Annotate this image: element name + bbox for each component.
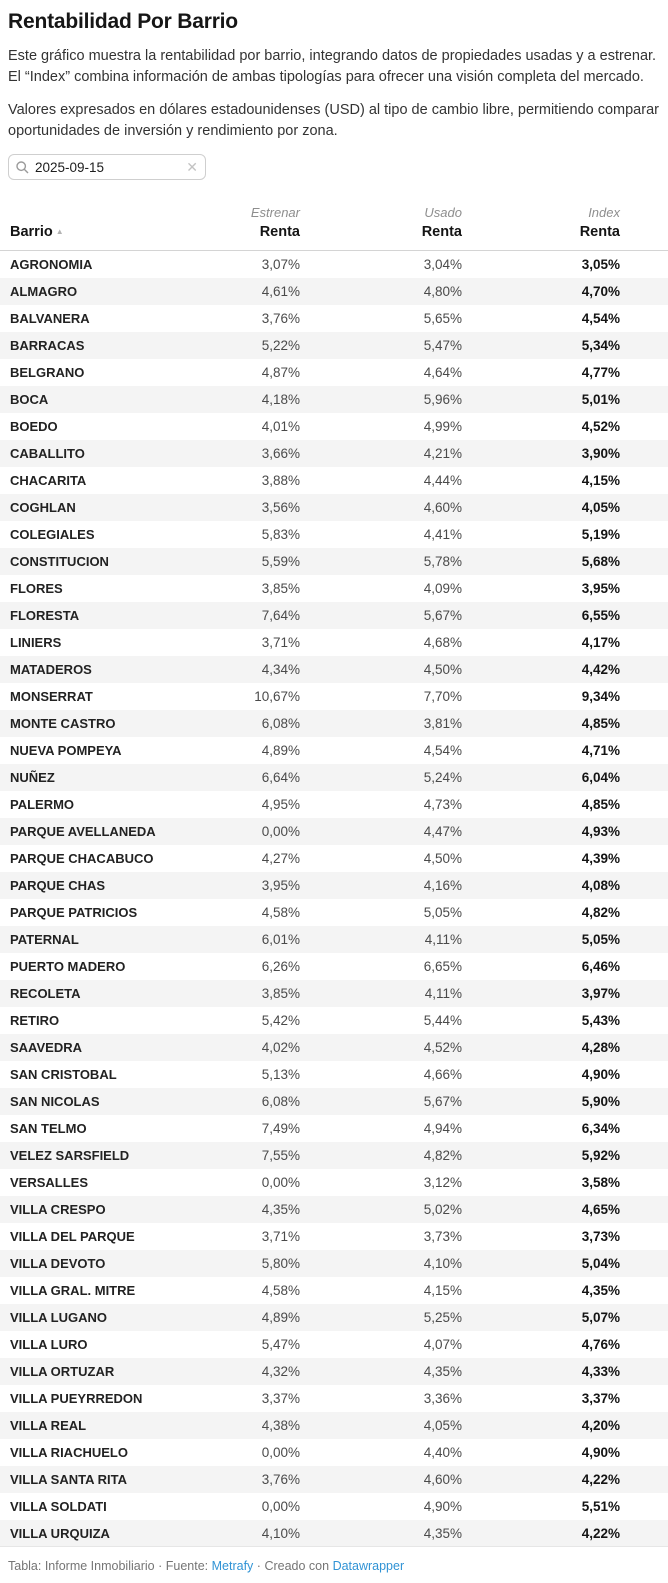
usado-renta-cell: 3,04% (423, 257, 462, 273)
barrio-cell: NUEVA POMPEYA (10, 742, 122, 758)
table-row (0, 1331, 668, 1358)
index-renta-cell: 6,55% (581, 607, 620, 623)
usado-renta-cell: 4,66% (423, 1066, 462, 1082)
table-header-row (0, 205, 668, 251)
index-renta-cell: 4,85% (581, 796, 620, 812)
search-box (8, 154, 206, 180)
index-renta-cell: 4,17% (581, 634, 620, 650)
barrio-cell: PALERMO (10, 796, 75, 812)
barrio-cell: RETIRO (10, 1012, 60, 1028)
column-header-barrio[interactable]: Barrio ▲ (0, 205, 190, 251)
index-renta-cell: 4,70% (581, 283, 620, 299)
index-renta-cell: 5,43% (581, 1012, 620, 1028)
estrenar-renta-cell: 3,56% (261, 499, 300, 515)
table-row (0, 1439, 668, 1466)
estrenar-renta-cell: 5,22% (261, 337, 300, 353)
usado-renta-cell: 4,09% (423, 580, 462, 596)
table-row (0, 575, 668, 602)
barrio-cell: VILLA GRAL. MITRE (10, 1282, 136, 1298)
table-row (0, 440, 668, 467)
usado-renta-cell: 4,90% (423, 1498, 462, 1514)
table-row (0, 494, 668, 521)
index-renta-cell: 4,39% (581, 850, 620, 866)
index-renta-cell: 3,05% (581, 257, 620, 273)
barrio-cell: VELEZ SARSFIELD (10, 1147, 130, 1163)
usado-renta-cell: 5,67% (423, 1093, 462, 1109)
usado-renta-cell: 4,60% (423, 499, 462, 515)
estrenar-renta-cell: 6,26% (261, 958, 300, 974)
estrenar-renta-cell: 6,01% (261, 931, 300, 947)
description (8, 46, 660, 141)
barrio-cell: VILLA REAL (10, 1417, 87, 1433)
table-row (0, 359, 668, 386)
table-row (0, 980, 668, 1007)
description-paragraph-1: Este gráfico muestra la rentabilidad por barrio, integrando datos de propiedades usadas y a estrenar. El “Index” combina información de ambas tipologías para ofrecer una visión completa del mercado. (8, 48, 657, 85)
table-row (0, 332, 668, 359)
index-renta-cell: 5,01% (581, 391, 620, 407)
usado-renta-cell: 5,65% (423, 310, 462, 326)
barrio-cell: VILLA CRESPO (10, 1201, 106, 1217)
estrenar-renta-cell: 0,00% (261, 823, 300, 839)
table-row (0, 251, 668, 278)
estrenar-renta-cell: 3,07% (261, 257, 300, 273)
estrenar-renta-cell: 6,08% (261, 1093, 300, 1109)
table-row (0, 386, 668, 413)
usado-renta-cell: 4,73% (423, 796, 462, 812)
usado-renta-cell: 3,12% (423, 1174, 462, 1190)
table-row (0, 1007, 668, 1034)
estrenar-renta-cell: 4,95% (261, 796, 300, 812)
usado-renta-cell: 4,16% (423, 877, 462, 893)
index-renta-cell: 4,65% (581, 1201, 620, 1217)
table-row (0, 953, 668, 980)
index-renta-cell: 9,34% (581, 688, 620, 704)
estrenar-renta-cell: 4,89% (261, 1309, 300, 1325)
usado-renta-cell: 4,64% (423, 364, 462, 380)
estrenar-renta-cell: 4,61% (261, 283, 300, 299)
table-row (0, 791, 668, 818)
estrenar-renta-cell: 4,32% (261, 1363, 300, 1379)
index-renta-cell: 4,42% (581, 661, 620, 677)
estrenar-renta-cell: 5,80% (261, 1255, 300, 1271)
usado-renta-cell: 4,11% (424, 985, 462, 1001)
index-renta-cell: 3,37% (581, 1390, 620, 1406)
usado-renta-cell: 4,68% (423, 634, 462, 650)
estrenar-renta-cell: 3,88% (261, 472, 300, 488)
barrio-cell: VILLA SOLDATI (10, 1498, 107, 1514)
index-renta-cell: 5,19% (581, 526, 620, 542)
barrio-cell: MONSERRAT (10, 688, 93, 704)
table-row (0, 737, 668, 764)
usado-renta-cell: 4,50% (423, 661, 462, 677)
clear-search-icon[interactable]: ✕ (186, 159, 198, 176)
estrenar-renta-cell: 4,18% (261, 391, 300, 407)
usado-renta-cell: 5,67% (423, 607, 462, 623)
barrio-cell: VILLA DEL PARQUE (10, 1228, 135, 1244)
usado-renta-cell: 4,41% (423, 526, 462, 542)
usado-renta-cell: 5,78% (423, 553, 462, 569)
estrenar-renta-cell: 4,01% (261, 418, 300, 434)
index-renta-cell: 5,90% (581, 1093, 620, 1109)
index-renta-cell: 4,22% (581, 1525, 620, 1541)
estrenar-renta-cell: 3,71% (261, 1228, 300, 1244)
table-row (0, 710, 668, 737)
barrio-cell: CONSTITUCION (10, 553, 109, 569)
barrio-cell: VILLA ORTUZAR (10, 1363, 115, 1379)
index-renta-cell: 5,05% (581, 931, 620, 947)
index-renta-cell: 3,90% (581, 445, 620, 461)
usado-renta-cell: 5,96% (423, 391, 462, 407)
index-renta-cell: 6,34% (581, 1120, 620, 1136)
table-row (0, 926, 668, 953)
barrio-cell: VILLA DEVOTO (10, 1255, 106, 1271)
usado-renta-cell: 4,21% (423, 445, 462, 461)
usado-renta-cell: 3,73% (423, 1228, 462, 1244)
barrio-cell: SAAVEDRA (10, 1039, 82, 1055)
barrio-cell: MATADEROS (10, 661, 92, 677)
estrenar-renta-cell: 4,89% (261, 742, 300, 758)
barrio-cell: ALMAGRO (10, 283, 78, 299)
usado-renta-cell: 4,52% (423, 1039, 462, 1055)
barrio-cell: NUÑEZ (10, 769, 55, 785)
table-row (0, 1250, 668, 1277)
estrenar-renta-cell: 5,13% (261, 1066, 300, 1082)
barrio-cell: CHACARITA (10, 472, 87, 488)
table-row (0, 845, 668, 872)
barrio-cell: BELGRANO (10, 364, 85, 380)
index-renta-cell: 6,04% (581, 769, 620, 785)
usado-renta-cell: 4,44% (423, 472, 462, 488)
index-renta-cell: 4,28% (581, 1039, 620, 1055)
index-renta-cell: 4,22% (581, 1471, 620, 1487)
usado-renta-cell: 4,99% (423, 418, 462, 434)
index-renta-cell: 5,68% (581, 553, 620, 569)
table-row (0, 1223, 668, 1250)
estrenar-renta-cell: 3,66% (261, 445, 300, 461)
footer-separator: · (158, 1559, 163, 1574)
table-row (0, 278, 668, 305)
index-renta-cell: 4,93% (581, 823, 620, 839)
table-row (0, 602, 668, 629)
column-header-estrenar-renta[interactable]: Estrenar Renta (190, 205, 300, 251)
table-row (0, 305, 668, 332)
barrio-cell: VILLA SANTA RITA (10, 1471, 127, 1487)
estrenar-renta-cell: 5,47% (261, 1336, 300, 1352)
usado-renta-cell: 4,54% (423, 742, 462, 758)
barrio-cell: SAN NICOLAS (10, 1093, 100, 1109)
index-renta-cell: 4,85% (581, 715, 620, 731)
index-renta-cell: 5,04% (581, 1255, 620, 1271)
index-renta-cell: 3,58% (581, 1174, 620, 1190)
usado-renta-cell: 4,47% (423, 823, 462, 839)
barrio-cell: PARQUE AVELLANEDA (10, 823, 156, 839)
table-row (0, 899, 668, 926)
index-renta-cell: 4,52% (581, 418, 620, 434)
table-row (0, 1115, 668, 1142)
index-renta-cell: 3,97% (581, 985, 620, 1001)
estrenar-renta-cell: 5,59% (261, 553, 300, 569)
usado-renta-cell: 3,36% (423, 1390, 462, 1406)
usado-renta-cell: 5,44% (423, 1012, 462, 1028)
estrenar-renta-cell: 7,64% (261, 607, 300, 623)
usado-renta-cell: 4,10% (423, 1255, 462, 1271)
barrio-cell: VILLA LURO (10, 1336, 88, 1352)
estrenar-renta-cell: 4,38% (261, 1417, 300, 1433)
table-row (0, 764, 668, 791)
estrenar-renta-cell: 4,58% (261, 904, 300, 920)
usado-renta-cell: 4,35% (423, 1363, 462, 1379)
usado-renta-cell: 4,11% (424, 931, 462, 947)
estrenar-renta-cell: 4,35% (261, 1201, 300, 1217)
estrenar-renta-cell: 4,34% (261, 661, 300, 677)
footer-table-label: Tabla: Informe Inmobiliario (8, 1559, 155, 1574)
barrio-cell: LINIERS (10, 634, 62, 650)
usado-renta-cell: 7,70% (423, 688, 462, 704)
index-renta-cell: 5,07% (581, 1309, 620, 1325)
usado-renta-cell: 4,35% (423, 1525, 462, 1541)
footer-separator: · (256, 1559, 261, 1574)
barrio-cell: COLEGIALES (10, 526, 95, 542)
table-row (0, 1493, 668, 1520)
barrio-cell: SAN TELMO (10, 1120, 87, 1136)
barrio-cell: RECOLETA (10, 985, 81, 1001)
page-title: Rentabilidad Por Barrio (8, 10, 238, 33)
index-renta-cell: 4,05% (581, 499, 620, 515)
table-body (0, 251, 668, 1547)
barrio-cell: VILLA PUEYRREDON (10, 1390, 143, 1406)
index-renta-cell: 6,46% (581, 958, 620, 974)
table-row (0, 413, 668, 440)
barrio-cell: COGHLAN (10, 499, 76, 515)
estrenar-renta-cell: 5,83% (261, 526, 300, 542)
estrenar-renta-cell: 0,00% (261, 1444, 300, 1460)
usado-renta-cell: 4,60% (423, 1471, 462, 1487)
footer-datawrapper-link[interactable]: Datawrapper (332, 1559, 405, 1574)
usado-renta-cell: 5,05% (423, 904, 462, 920)
usado-renta-cell: 4,40% (423, 1444, 462, 1460)
estrenar-renta-cell: 4,27% (261, 850, 300, 866)
table-row (0, 1304, 668, 1331)
table-row (0, 1061, 668, 1088)
column-header-index-renta[interactable]: Index Renta (462, 205, 668, 251)
table-row (0, 1277, 668, 1304)
barrio-cell: VILLA URQUIZA (10, 1525, 110, 1541)
index-renta-cell: 4,35% (581, 1282, 620, 1298)
footer-source-link[interactable]: Metrafy (211, 1559, 254, 1574)
table-row (0, 1412, 668, 1439)
index-renta-cell: 4,33% (581, 1363, 620, 1379)
index-renta-cell: 4,20% (581, 1417, 620, 1433)
search-icon (16, 161, 29, 174)
index-renta-cell: 4,76% (581, 1336, 620, 1352)
estrenar-renta-cell: 3,37% (261, 1390, 300, 1406)
estrenar-renta-cell: 7,49% (261, 1120, 300, 1136)
barrio-cell: FLORES (10, 580, 63, 596)
barrio-cell: MONTE CASTRO (10, 715, 116, 731)
index-renta-cell: 3,95% (581, 580, 620, 596)
estrenar-renta-cell: 3,76% (261, 310, 300, 326)
usado-renta-cell: 4,15% (423, 1282, 462, 1298)
barrio-cell: PATERNAL (10, 931, 79, 947)
barrio-cell: VERSALLES (10, 1174, 89, 1190)
table-row (0, 872, 668, 899)
description-paragraph-2: Valores expresados en dólares estadounidenses (USD) al tipo de cambio libre, permitiendo comparar oportunidades de inversión y rendimiento por zona. (8, 102, 659, 139)
table-row (0, 1034, 668, 1061)
estrenar-renta-cell: 6,64% (261, 769, 300, 785)
barrio-cell: BALVANERA (10, 310, 90, 326)
barrio-cell: SAN CRISTOBAL (10, 1066, 117, 1082)
estrenar-renta-cell: 3,85% (261, 985, 300, 1001)
estrenar-renta-cell: 6,08% (261, 715, 300, 731)
table-row (0, 629, 668, 656)
sort-ascending-icon: ▲ (55, 227, 64, 237)
estrenar-renta-cell: 3,85% (261, 580, 300, 596)
usado-renta-cell: 4,07% (423, 1336, 462, 1352)
usado-renta-cell: 5,02% (423, 1201, 462, 1217)
index-renta-cell: 3,73% (581, 1228, 620, 1244)
barrio-cell: VILLA RIACHUELO (10, 1444, 128, 1460)
usado-renta-cell: 4,50% (423, 850, 462, 866)
estrenar-renta-cell: 0,00% (261, 1174, 300, 1190)
table-row (0, 548, 668, 575)
usado-renta-cell: 5,47% (423, 337, 462, 353)
index-renta-cell: 4,90% (581, 1444, 620, 1460)
estrenar-renta-cell: 3,76% (261, 1471, 300, 1487)
index-renta-cell: 4,08% (581, 877, 620, 893)
barrio-cell: PUERTO MADERO (10, 958, 126, 974)
usado-renta-cell: 4,80% (423, 283, 462, 299)
table-row (0, 1385, 668, 1412)
footer (0, 1547, 668, 1583)
index-renta-cell: 5,34% (581, 337, 620, 353)
barrio-cell: BOCA (10, 391, 49, 407)
table-row (0, 1358, 668, 1385)
barrio-cell: BOEDO (10, 418, 58, 434)
column-header-usado-renta[interactable]: Usado Renta (300, 205, 462, 251)
usado-renta-cell: 6,65% (423, 958, 462, 974)
table-row (0, 1142, 668, 1169)
table-row (0, 656, 668, 683)
footer-created-label: Creado con (264, 1559, 330, 1574)
usado-renta-cell: 4,82% (423, 1147, 462, 1163)
barrio-cell: PARQUE CHAS (10, 877, 106, 893)
estrenar-renta-cell: 0,00% (261, 1498, 300, 1514)
index-renta-cell: 4,54% (581, 310, 620, 326)
index-renta-cell: 4,15% (581, 472, 620, 488)
estrenar-renta-cell: 5,42% (261, 1012, 300, 1028)
estrenar-renta-cell: 4,10% (261, 1525, 300, 1541)
barrio-cell: PARQUE PATRICIOS (10, 904, 138, 920)
table-row (0, 1088, 668, 1115)
table-row (0, 818, 668, 845)
index-renta-cell: 4,77% (581, 364, 620, 380)
barrio-cell: PARQUE CHACABUCO (10, 850, 154, 866)
barrio-cell: CABALLITO (10, 445, 85, 461)
usado-renta-cell: 5,25% (423, 1309, 462, 1325)
barrio-cell: FLORESTA (10, 607, 80, 623)
footer-source-label: Fuente: (165, 1559, 209, 1574)
estrenar-renta-cell: 4,02% (261, 1039, 300, 1055)
usado-renta-cell: 4,05% (423, 1417, 462, 1433)
estrenar-renta-cell: 3,71% (261, 634, 300, 650)
estrenar-renta-cell: 4,87% (261, 364, 300, 380)
barrio-cell: VILLA LUGANO (10, 1309, 108, 1325)
table-row (0, 683, 668, 710)
index-renta-cell: 5,51% (581, 1498, 620, 1514)
table-row (0, 1520, 668, 1547)
rentabilidad-table (0, 205, 668, 1547)
index-renta-cell: 5,92% (581, 1147, 620, 1163)
estrenar-renta-cell: 3,95% (261, 877, 300, 893)
estrenar-renta-cell: 4,58% (261, 1282, 300, 1298)
index-renta-cell: 4,82% (581, 904, 620, 920)
index-renta-cell: 4,71% (581, 742, 620, 758)
search-input[interactable] (35, 160, 180, 175)
index-renta-cell: 4,90% (581, 1066, 620, 1082)
table-row (0, 521, 668, 548)
usado-renta-cell: 3,81% (423, 715, 462, 731)
table-row (0, 1466, 668, 1493)
barrio-cell: AGRONOMIA (10, 257, 93, 273)
table-row (0, 1196, 668, 1223)
table-row (0, 467, 668, 494)
table-row (0, 1169, 668, 1196)
estrenar-renta-cell: 10,67% (254, 688, 300, 704)
estrenar-renta-cell: 7,55% (261, 1147, 300, 1163)
usado-renta-cell: 5,24% (423, 769, 462, 785)
barrio-cell: BARRACAS (10, 337, 85, 353)
usado-renta-cell: 4,94% (423, 1120, 462, 1136)
